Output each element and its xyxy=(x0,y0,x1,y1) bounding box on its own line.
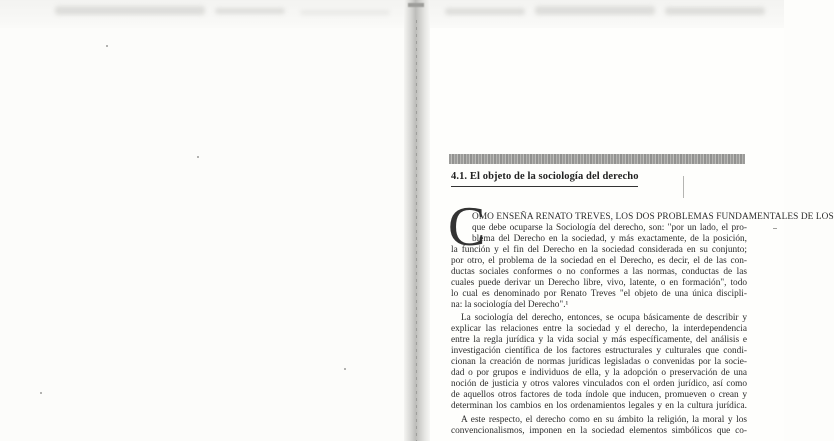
chapter-header-band xyxy=(449,154,745,164)
paper-speck xyxy=(197,156,199,158)
text-line: ductas sociales conformes o no conformes a las normas, conductas de las xyxy=(451,267,747,277)
smudge-mark xyxy=(665,7,765,15)
text-line: OMO ENSEÑA RENATO TREVES, LOS DOS PROBLEMAS FUNDAMENTALES DE LOS xyxy=(472,212,834,222)
text-line: determinan los cambios en los ordenamientos legales y en la cultura jurídica. xyxy=(451,401,747,411)
section-title-underline xyxy=(451,186,638,187)
section-title: 4.1. El objeto de la sociología del derecho xyxy=(451,171,639,182)
text-line: de aquellos otros factores de toda índole que inducen, promueven o crean y xyxy=(451,390,747,400)
smudge-mark xyxy=(55,6,205,15)
smudge-mark xyxy=(215,8,285,14)
book-gutter xyxy=(404,0,430,441)
smudge-mark xyxy=(300,10,390,15)
text-line: blema del Derecho en la sociedad, y más exactamente, de la posición, xyxy=(472,234,747,244)
margin-mark xyxy=(773,228,777,229)
text-line: lo cual es denominado por Renato Treves "el objeto de una única discipli- xyxy=(451,289,747,299)
text-line: la función y el fin del Derecho en la sociedad considerada en su conjunto; xyxy=(451,245,747,255)
text-line: entre la regla jurídica y la vida social y más específicamente, del análisis e xyxy=(451,335,747,345)
text-line: dad o por grupos e individuos de ella, y la adopción o preservación de una xyxy=(451,368,747,378)
stray-pen-mark xyxy=(683,176,684,198)
text-line: La sociología del derecho, entonces, se ocupa básicamente de describir y xyxy=(461,313,747,323)
text-line: cuales puede derivar un Derecho libre, vivo, latente, o en formación", todo xyxy=(451,278,747,288)
text-line: explicar las relaciones entre la sociedad y el derecho, la interdependencia xyxy=(451,324,747,334)
blurred-header-strip xyxy=(0,0,784,28)
text-line: que debe ocuparse la Sociología del derecho, son: "por un lado, el pro- xyxy=(472,223,747,233)
paper-speck xyxy=(106,45,108,47)
text-line: convencionalismos, imponen en la sociedad elementos simbólicos que co- xyxy=(451,426,747,436)
text-line: cionan la creación de normas jurídicas legisladas o convenidas por la socie- xyxy=(451,357,747,367)
text-line: noción de justicia y otros valores vinculados con el orden jurídico, así como xyxy=(451,379,747,389)
gutter-fold-line xyxy=(416,20,417,441)
text-line: investigación científica de los factores estructurales y culturales que condi- xyxy=(451,346,747,356)
paper-speck xyxy=(40,392,42,394)
text-line: na: la sociología del Derecho".¹ xyxy=(451,300,569,310)
text-line: A este respecto, el derecho como en su ámbito la religión, la moral y los xyxy=(461,415,747,425)
smudge-mark xyxy=(445,8,525,15)
text-line: por otro, el problema de la sociedad en el Derecho, es decir, el de las con- xyxy=(451,256,747,266)
smudge-mark xyxy=(535,6,655,15)
drop-cap: C xyxy=(448,196,486,258)
gutter-scan-mark xyxy=(408,3,424,7)
left-blank-page xyxy=(0,28,405,441)
paper-speck xyxy=(344,368,346,370)
